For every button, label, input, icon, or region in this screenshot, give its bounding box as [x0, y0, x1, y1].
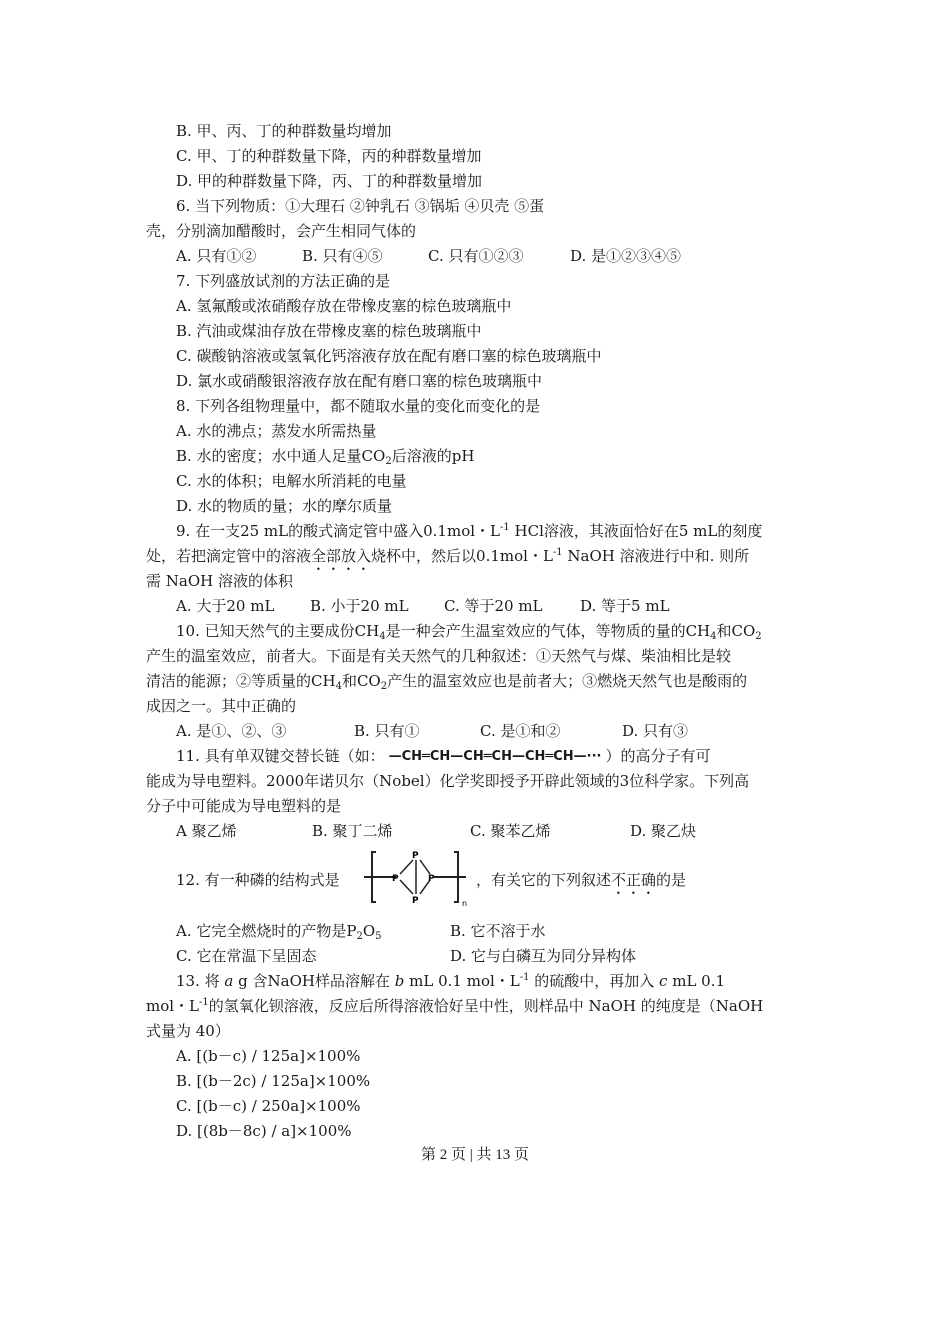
q9-option-c: C. 等于20 mL [444, 597, 543, 615]
q7-option-b: B. 汽油或煤油存放在带橡皮塞的棕色玻璃瓶中 [176, 322, 482, 340]
q11-option-b: B. 聚丁二烯 [312, 822, 393, 840]
q9-stem-line1: 9. 在一支25 mL的酸式滴定管中盛入0.1mol・$L^{-1}$ HCl溶液，其液面恰好在5 mL的刻度 [176, 522, 763, 540]
q8-option-c: C. 水的体积；电解水所消耗的电量 [176, 472, 407, 490]
q10-stem-line4: 成因之一。其中正确的 [146, 697, 297, 715]
phosphorus-polymer-structure [362, 846, 474, 908]
q8-option-d: D. 水的物质的量；水的摩尔质量 [176, 497, 393, 515]
q5-option-d: D. 甲的种群数量下降，丙、丁的种群数量增加 [176, 172, 483, 190]
q8-option-b: B. 水的密度；水中通人足量$CO_2$后溶液的pH [176, 447, 475, 467]
q7-stem: 7. 下列盛放试剂的方法正确的是 [176, 272, 391, 290]
q13-option-c: C. [(b－c) / 250a]×100% [176, 1097, 361, 1115]
q5-option-b: B. 甲、丙、丁的种群数量均增加 [176, 122, 392, 140]
phosphorus-atom-top: P [412, 851, 419, 861]
q13-option-d: D. [(8b－8c) / a]×100% [176, 1122, 352, 1140]
q7-option-d: D. 氯水或硝酸银溶液存放在配有磨口塞的棕色玻璃瓶中 [176, 372, 543, 390]
q13-stem-line3: 式量为 40） [146, 1022, 230, 1040]
q10-stem-line2: 产生的温室效应，前者大。下面是有关天然气的几种叙述：①天然气与煤、柴油相比是较 [146, 647, 732, 665]
q10-option-c: C. 是①和② [480, 722, 561, 740]
q13-stem-line1: 13. 将 a g 含NaOH样品溶解在 b mL 0.1 mol・$L^{-1}$ 的硫酸中，再加入 c mL 0.1 [176, 972, 726, 990]
q12-stem-suffix: ，有关它的下列叙述不正确的是 [476, 871, 687, 889]
emphasis-text: 不正确 [611, 871, 657, 889]
q6-option-a: A. 只有①② [176, 247, 257, 265]
phosphorus-atom-bottom: P [412, 896, 419, 906]
emphasis-text: 全部放入 [311, 547, 372, 565]
q11-option-d: D. 聚乙炔 [630, 822, 697, 840]
q7-option-a: A. 氢氟酸或浓硝酸存放在带橡皮塞的棕色玻璃瓶中 [176, 297, 512, 315]
q9-stem-line3: 需 NaOH 溶液的体积 [146, 572, 293, 590]
q9-option-d: D. 等于5 mL [580, 597, 670, 615]
q6-option-c: C. 只有①②③ [428, 247, 524, 265]
q13-stem-line2: mol・$L^{-1}$的氢氧化钡溶液，反应后所得溶液恰好呈中性，则样品中 NaOH 的纯度是（NaOH [146, 997, 764, 1015]
q13-option-b: B. [(b－2c) / 125a]×100% [176, 1072, 371, 1090]
q10-option-a: A. 是①、②、③ [176, 722, 287, 740]
q12-option-a: A. 它完全燃烧时的产物是$P_2O_5$ [176, 922, 382, 942]
page-footer: 第 2 页 | 共 13 页 [420, 1147, 529, 1163]
q8-option-a: A. 水的沸点；蒸发水所需热量 [176, 422, 377, 440]
q11-option-c: C. 聚苯乙烯 [470, 822, 551, 840]
q12-option-c: C. 它在常温下呈固态 [176, 947, 317, 965]
q13-option-a: A. [(b－c) / 125a]×100% [176, 1047, 361, 1065]
q10-option-d: D. 只有③ [622, 722, 689, 740]
q9-option-a: A. 大于20 mL [176, 597, 275, 615]
q11-stem-line2: 能成为导电塑料。2000年诺贝尔（Nobel）化学奖即授予开辟此领域的3位科学家。下列高 [146, 772, 750, 790]
q6-stem-line1: 6. 当下列物质：①大理石 ②钟乳石 ③锅垢 ④贝壳 ⑤蛋 [176, 197, 545, 215]
q9-stem-line2: 处，若把滴定管中的溶液全部放入烧杯中，然后以0.1mol・$L^{-1}$ NaOH 溶液进行中和. 则所 [146, 547, 750, 565]
q6-option-d: D. 是①②③④⑤ [570, 247, 682, 265]
q10-option-b: B. 只有① [354, 722, 420, 740]
q6-stem-line2: 壳，分别滴加醋酸时，会产生相同气体的 [146, 222, 417, 240]
q12-option-d: D. 它与白磷互为同分异构体 [450, 947, 637, 965]
q9-option-b: B. 小于20 mL [310, 597, 409, 615]
q12-option-b: B. 它不溶于水 [450, 922, 546, 940]
q7-option-c: C. 碳酸钠溶液或氢氧化钙溶液存放在配有磨口塞的棕色玻璃瓶中 [176, 347, 602, 365]
q5-option-c: C. 甲、丁的种群数量下降，丙的种群数量增加 [176, 147, 482, 165]
q8-stem: 8. 下列各组物理量中，都不随取水量的变化而变化的是 [176, 397, 541, 415]
q11-stem-line3: 分子中可能成为导电塑料的是 [146, 797, 342, 815]
repeat-subscript-n: n [462, 899, 468, 908]
q11-stem-line1: 11. 具有单双键交替长链（如： —CH═CH—CH═CH—CH═CH—··· ）的高分子有可 [176, 747, 711, 765]
q10-stem-line3: 清洁的能源；②等质量的$CH_4$和$CO_2$产生的温室效应也是前者大；③燃烧天然气也是酸雨的 [146, 672, 748, 692]
phosphorus-atom-right: P [428, 874, 435, 884]
q10-stem-line1: 10. 已知天然气的主要成份$CH_4$是一种会产生温室效应的气体，等物质的量的$CH_4$和$CO_2$ [176, 622, 762, 642]
q6-option-b: B. 只有④⑤ [302, 247, 383, 265]
q12-stem-prefix: 12. 有一种磷的结构式是 [176, 871, 340, 889]
q11-option-a: A 聚乙烯 [176, 822, 237, 840]
phosphorus-atom-left: P [392, 874, 399, 884]
polymer-chain-formula: —CH═CH—CH═CH—CH═CH—··· [388, 749, 602, 764]
